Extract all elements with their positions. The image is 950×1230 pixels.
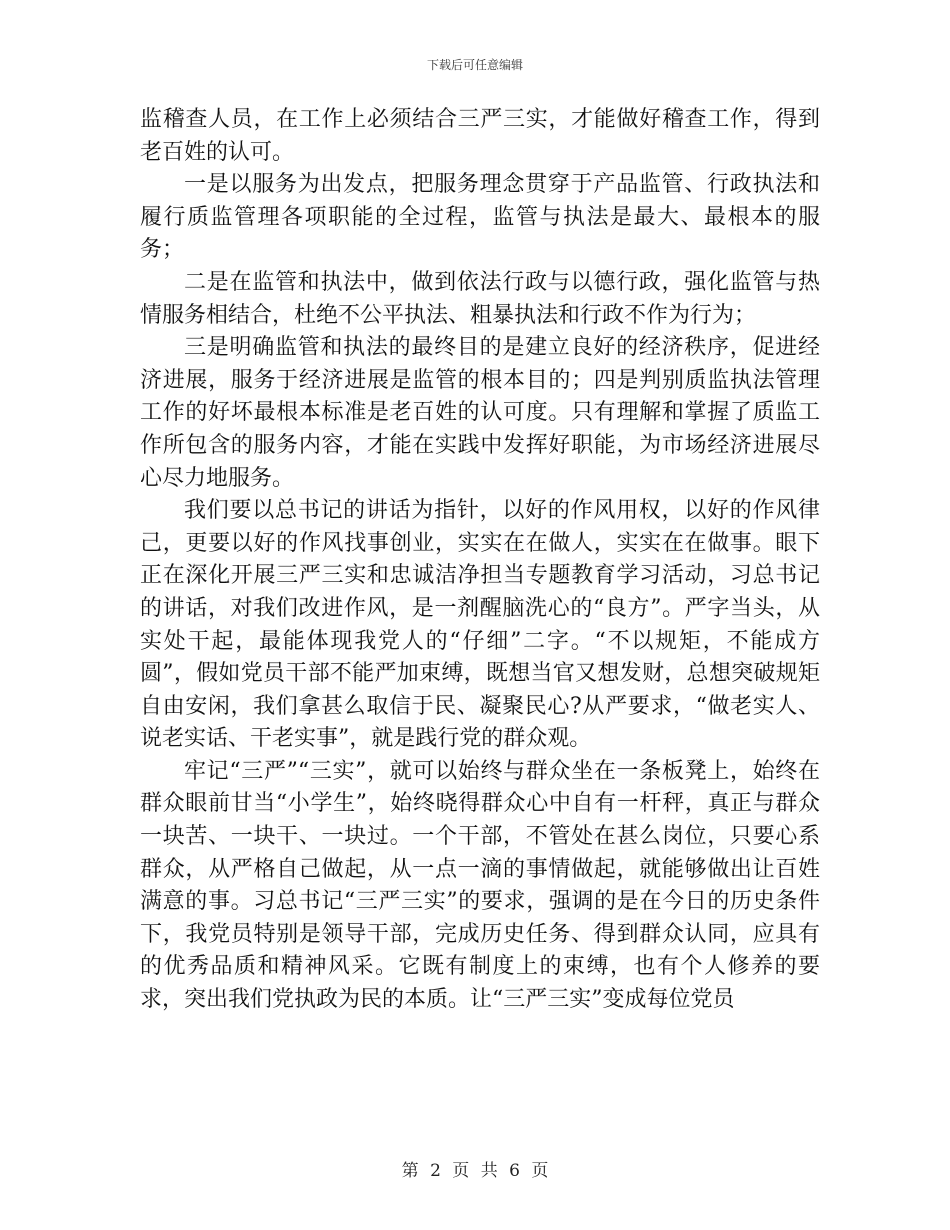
paragraph: 三是明确监管和执法的最终目的是建立良好的经济秩序，促进经济进展，服务于经济进展是监管的根本目的；四是判别质监执法管理工作的好坏最根本标准是老百姓的认可度。只有理解和掌握了质监工作所包含的服务内容，才能在实践中发挥好职能，为市场经济进展尽心尽力地服务。 <box>140 335 820 491</box>
page-header: 下载后可任意编辑 <box>426 58 523 72</box>
paragraph: 二是在监管和执法中，做到依法行政与以德行政，强化监管与热情服务相结合，杜绝不公平执法、粗暴执法和行政不作为行为； <box>140 269 820 328</box>
paragraph: 一是以服务为出发点，把服务理念贯穿于产品监管、行政执法和履行质监管理各项职能的全过程，监管与执法是最大、最根本的服务； <box>140 172 820 263</box>
page-number: 第 2 页 共 6 页 <box>401 1161 549 1181</box>
paragraph: 监稽查人员，在工作上必须结合三严三实，才能做好稽查工作，得到老百姓的认可。 <box>140 107 820 165</box>
paragraph: 我们要以总书记的讲话为指针，以好的作风用权，以好的作风律己，更要以好的作风找事创业，实实在在做人，实实在在做事。眼下正在深化开展三严三实和忠诚洁净担当专题教育学习活动，习总书记的讲话，对我们改进作风，是一剂醒脑洗心的“良方”。严字当头，从实处干起，最能体现我党人的“仔细”二字。“不以规矩，不能成方圆”，假如党员干部不能严加束缚，既想当官又想发财，总想突破规矩自由安闲，我们拿甚么取信于民、凝聚民心?从严要求，“做老实人、说老实话、干老实事”，就是践行党的群众观。 <box>140 498 820 752</box>
paragraph: 牢记“三严”“三实”，就可以始终与群众坐在一条板凳上，始终在群众眼前甘当“小学生”，始终晓得群众心中自有一杆秤，真正与群众一块苦、一块干、一块过。一个干部，不管处在甚么岗位，只要心系群众，从严格自己做起，从一点一滴的事情做起，就能够做出让百姓满意的事。习总书记“三严三实”的要求，强调的是在今日的历史条件下，我党员特别是领导干部，完成历史任务、得到群众认同，应具有的优秀品质和精神风采。它既有制度上的束缚，也有个人修养的要求，突出我们党执政为民的本质。让“三严三实”变成每位党员 <box>140 758 820 1013</box>
document-body <box>140 104 820 1017</box>
